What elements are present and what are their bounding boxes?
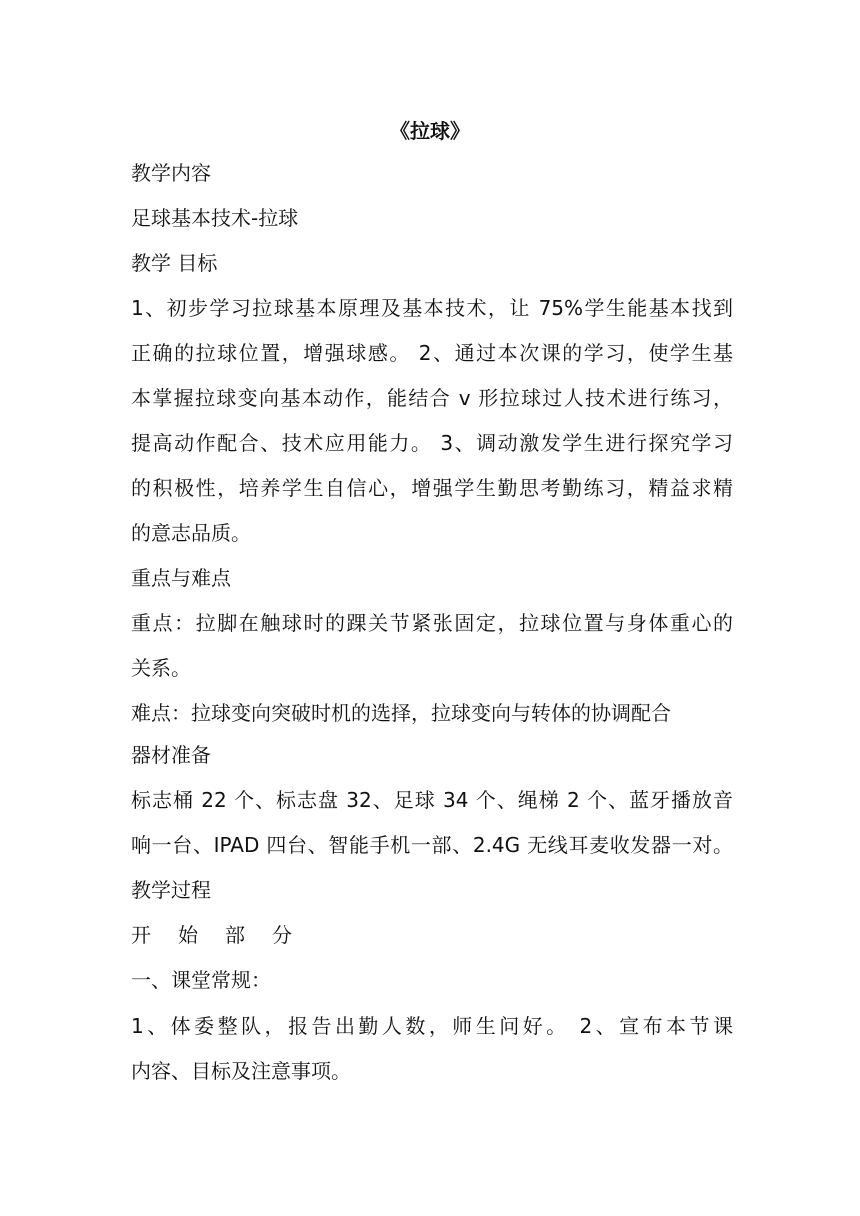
- section-heading-process: 教学过程: [131, 878, 211, 902]
- paragraph-line: 足球基本技术-拉球: [131, 206, 299, 230]
- paragraph-line: 提高动作配合、技术应用能力。 3、调动激发学生进行探究学习: [131, 431, 733, 455]
- paragraph-line: 正确的拉球位置，增强球感。 2、通过本次课的学习，使学生基: [131, 341, 733, 365]
- paragraph-line: 1、体委整队，报告出勤人数，师生问好。 2、宣布本节课: [131, 1014, 733, 1038]
- paragraph-line: 标志桶 22 个、标志盘 32、足球 34 个、绳梯 2 个、蓝牙播放音: [131, 788, 733, 812]
- section-heading-goals: 教学 目标: [131, 251, 218, 275]
- document-title: 《拉球》: [390, 119, 470, 143]
- paragraph-line: 内容、目标及注意事项。: [131, 1059, 351, 1083]
- section-heading-key-points: 重点与难点: [131, 566, 231, 590]
- section-heading-equipment: 器材准备: [131, 743, 211, 767]
- paragraph-line: 的意志品质。: [131, 521, 251, 545]
- section-heading-content: 教学内容: [131, 161, 211, 185]
- subsection-heading-start: 开始部分: [131, 923, 319, 947]
- paragraph-line: 难点：拉球变向突破时机的选择，拉球变向与转体的协调配合: [131, 701, 671, 725]
- paragraph-line: 关系。: [131, 656, 191, 680]
- subsection-heading-routine: 一、课堂常规：: [131, 968, 271, 992]
- paragraph-line: 的积极性，培养学生自信心，增强学生勤思考勤练习，精益求精: [131, 476, 733, 500]
- paragraph-line: 重点：拉脚在触球时的踝关节紧张固定，拉球位置与身体重心的: [131, 611, 733, 635]
- paragraph-line: 1、初步学习拉球基本原理及基本技术，让 75%学生能基本找到: [131, 296, 733, 320]
- paragraph-line: 响一台、IPAD 四台、智能手机一部、2.4G 无线耳麦收发器一对。: [131, 833, 733, 857]
- paragraph-line: 本掌握拉球变向基本动作，能结合 v 形拉球过人技术进行练习，: [131, 386, 733, 410]
